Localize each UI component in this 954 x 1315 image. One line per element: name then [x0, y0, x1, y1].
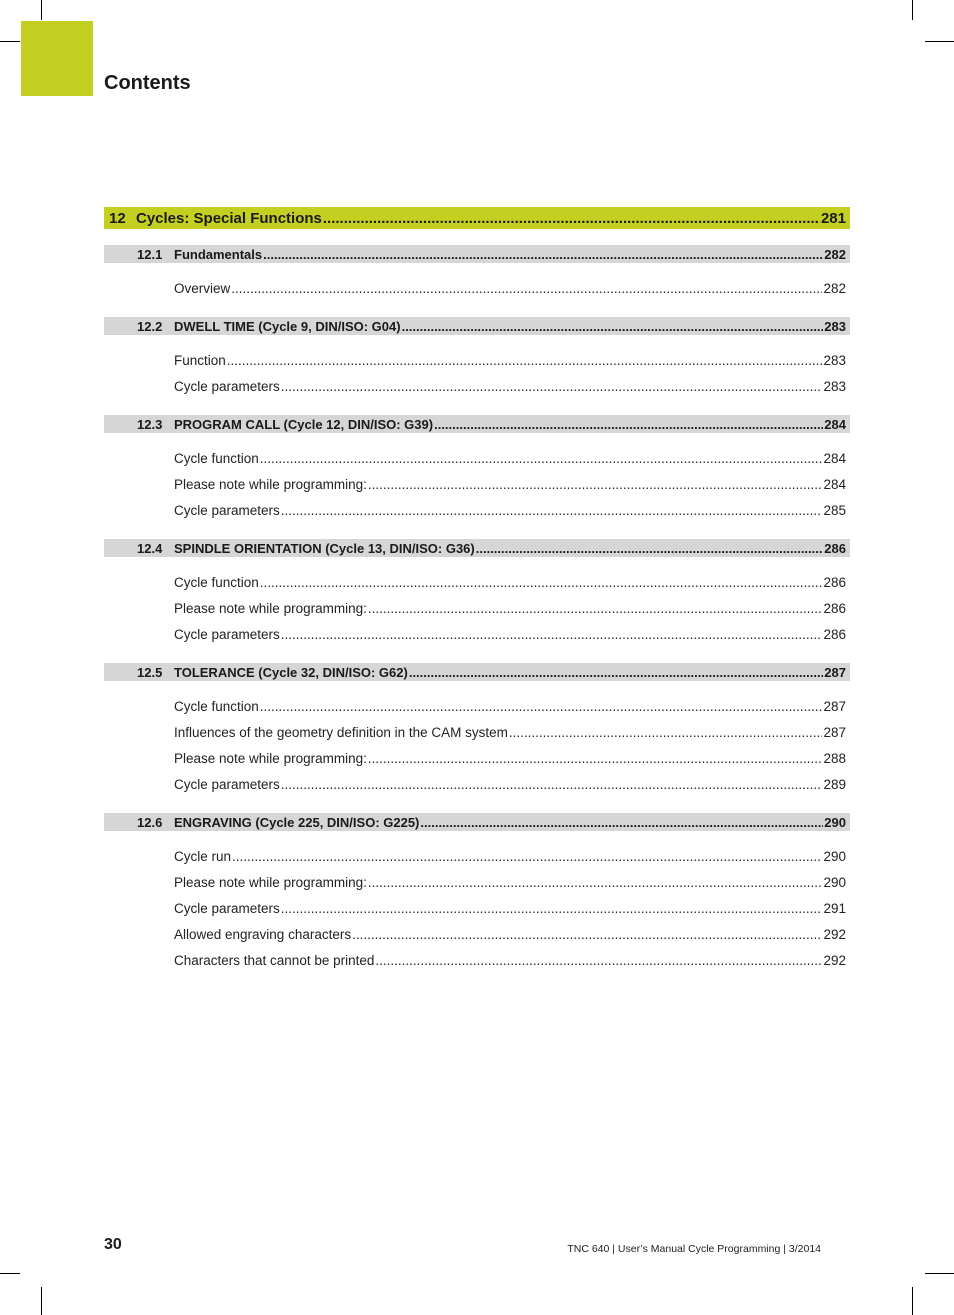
toc-section-group: [104, 539, 850, 647]
section-page: 283: [824, 318, 846, 334]
leader-dots: [352, 927, 822, 942]
toc-entry[interactable]: [104, 569, 850, 595]
section-page: 284: [824, 416, 846, 432]
leader-dots: [368, 751, 823, 766]
crop-mark: [41, 1287, 42, 1315]
leader-dots: [281, 627, 823, 642]
table-of-contents: [104, 207, 850, 989]
section-number: 12.6: [137, 814, 163, 830]
toc-entries: [104, 335, 850, 399]
entry-title: Cycle parameters: [174, 900, 280, 916]
toc-entries: [104, 433, 850, 523]
toc-section[interactable]: [104, 663, 850, 681]
entry-title: Allowed engraving characters: [174, 926, 352, 942]
toc-entry[interactable]: [104, 719, 850, 745]
leader-dots: [232, 849, 822, 864]
section-number: 12.4: [137, 540, 163, 556]
section-page: 290: [824, 814, 846, 830]
leader-dots: [509, 725, 823, 740]
entry-title: Characters that cannot be printed: [174, 952, 375, 968]
toc-section[interactable]: [104, 317, 850, 335]
leader-dots: [476, 541, 824, 556]
leader-dots: [281, 777, 823, 792]
entry-page: 284: [823, 476, 846, 492]
toc-sections: [104, 245, 850, 973]
entry-page: 291: [823, 900, 846, 916]
leader-dots: [368, 601, 823, 616]
toc-section[interactable]: [104, 245, 850, 263]
entry-title: Overview: [174, 280, 231, 296]
leader-dots: [263, 247, 823, 262]
toc-entries: [104, 557, 850, 647]
section-page: 287: [824, 664, 846, 680]
entry-page: 290: [823, 848, 846, 864]
crop-mark: [0, 41, 20, 42]
section-title: ENGRAVING (Cycle 225, DIN/ISO: G225): [174, 814, 420, 830]
toc-entry[interactable]: [104, 471, 850, 497]
leader-dots: [260, 699, 823, 714]
leader-dots: [402, 319, 824, 334]
crop-mark: [0, 1273, 20, 1274]
toc-chapter[interactable]: [104, 207, 850, 229]
entry-page: 292: [823, 926, 846, 942]
toc-entry[interactable]: [104, 771, 850, 797]
toc-entry[interactable]: [104, 497, 850, 523]
toc-entry[interactable]: [104, 947, 850, 973]
entry-page: 287: [823, 698, 846, 714]
toc-entry[interactable]: [104, 373, 850, 399]
entry-page: 287: [823, 724, 846, 740]
entry-page: 286: [823, 600, 846, 616]
toc-section[interactable]: [104, 539, 850, 557]
toc-section[interactable]: [104, 415, 850, 433]
toc-section[interactable]: [104, 813, 850, 831]
toc-entry[interactable]: [104, 347, 850, 373]
entry-page: 292: [823, 952, 846, 968]
section-number: 12.3: [137, 416, 163, 432]
toc-section-group: [104, 245, 850, 301]
leader-dots: [281, 503, 823, 518]
entry-title: Please note while programming:: [174, 600, 367, 616]
section-title: DWELL TIME (Cycle 9, DIN/ISO: G04): [174, 318, 401, 334]
chapter-title: Cycles: Special Functions: [136, 209, 322, 227]
toc-entries: [104, 831, 850, 973]
entry-page: 283: [823, 378, 846, 394]
crop-mark: [925, 41, 954, 42]
toc-entry[interactable]: [104, 921, 850, 947]
section-number: 12.2: [137, 318, 163, 334]
toc-section-group: [104, 813, 850, 973]
leader-dots: [434, 417, 823, 432]
chapter-color-tab: [21, 21, 93, 96]
entry-title: Please note while programming:: [174, 476, 367, 492]
leader-dots: [260, 451, 823, 466]
leader-dots: [281, 901, 823, 916]
toc-entry[interactable]: [104, 595, 850, 621]
footer-text: TNC 640 | User’s Manual Cycle Programming | 3/2014: [567, 1243, 821, 1255]
crop-mark: [912, 1287, 913, 1315]
page-title: Contents: [104, 72, 191, 94]
toc-section-group: [104, 663, 850, 797]
entry-page: 288: [823, 750, 846, 766]
leader-dots: [227, 353, 823, 368]
entry-page: 285: [823, 502, 846, 518]
toc-entry[interactable]: [104, 275, 850, 301]
leader-dots: [375, 953, 822, 968]
leader-dots: [420, 815, 823, 830]
chapter-page: 281: [820, 209, 846, 227]
leader-dots: [323, 210, 820, 227]
toc-entry[interactable]: [104, 693, 850, 719]
toc-section-group: [104, 415, 850, 523]
leader-dots: [231, 281, 822, 296]
crop-mark: [925, 1273, 954, 1274]
entry-title: Cycle function: [174, 698, 259, 714]
entry-page: 289: [823, 776, 846, 792]
entry-title: Influences of the geometry definition in the CAM system: [174, 724, 508, 740]
crop-mark: [41, 0, 42, 20]
section-page: 286: [824, 540, 846, 556]
entry-page: 282: [823, 280, 846, 296]
section-page: 282: [824, 246, 846, 262]
entry-title: Cycle run: [174, 848, 232, 864]
entry-title: Function: [174, 352, 226, 368]
entry-title: Cycle parameters: [174, 626, 280, 642]
section-title: Fundamentals: [174, 246, 263, 262]
toc-entries: [104, 681, 850, 797]
leader-dots: [368, 477, 823, 492]
entry-page: 286: [823, 626, 846, 642]
leader-dots: [260, 575, 823, 590]
entry-title: Cycle function: [174, 450, 259, 466]
toc-entries: [104, 263, 850, 301]
entry-title: Cycle parameters: [174, 502, 280, 518]
section-title: PROGRAM CALL (Cycle 12, DIN/ISO: G39): [174, 416, 434, 432]
entry-page: 284: [823, 450, 846, 466]
leader-dots: [368, 875, 823, 890]
entry-page: 290: [823, 874, 846, 890]
toc-entry[interactable]: [104, 621, 850, 647]
toc-entry[interactable]: [104, 745, 850, 771]
section-title: TOLERANCE (Cycle 32, DIN/ISO: G62): [174, 664, 408, 680]
entry-title: Please note while programming:: [174, 874, 367, 890]
toc-section-group: [104, 317, 850, 399]
toc-entry[interactable]: [104, 869, 850, 895]
entry-title: Cycle function: [174, 574, 259, 590]
chapter-number: 12: [109, 209, 126, 227]
entry-page: 286: [823, 574, 846, 590]
section-title: SPINDLE ORIENTATION (Cycle 13, DIN/ISO: G36): [174, 540, 475, 556]
crop-mark: [912, 0, 913, 20]
page-number: 30: [104, 1236, 122, 1253]
entry-page: 283: [823, 352, 846, 368]
entry-title: Cycle parameters: [174, 776, 280, 792]
toc-entry[interactable]: [104, 445, 850, 471]
leader-dots: [409, 665, 823, 680]
toc-entry[interactable]: [104, 843, 850, 869]
section-number: 12.5: [137, 664, 163, 680]
entry-title: Please note while programming:: [174, 750, 367, 766]
section-number: 12.1: [137, 246, 163, 262]
toc-entry[interactable]: [104, 895, 850, 921]
entry-title: Cycle parameters: [174, 378, 280, 394]
leader-dots: [281, 379, 823, 394]
